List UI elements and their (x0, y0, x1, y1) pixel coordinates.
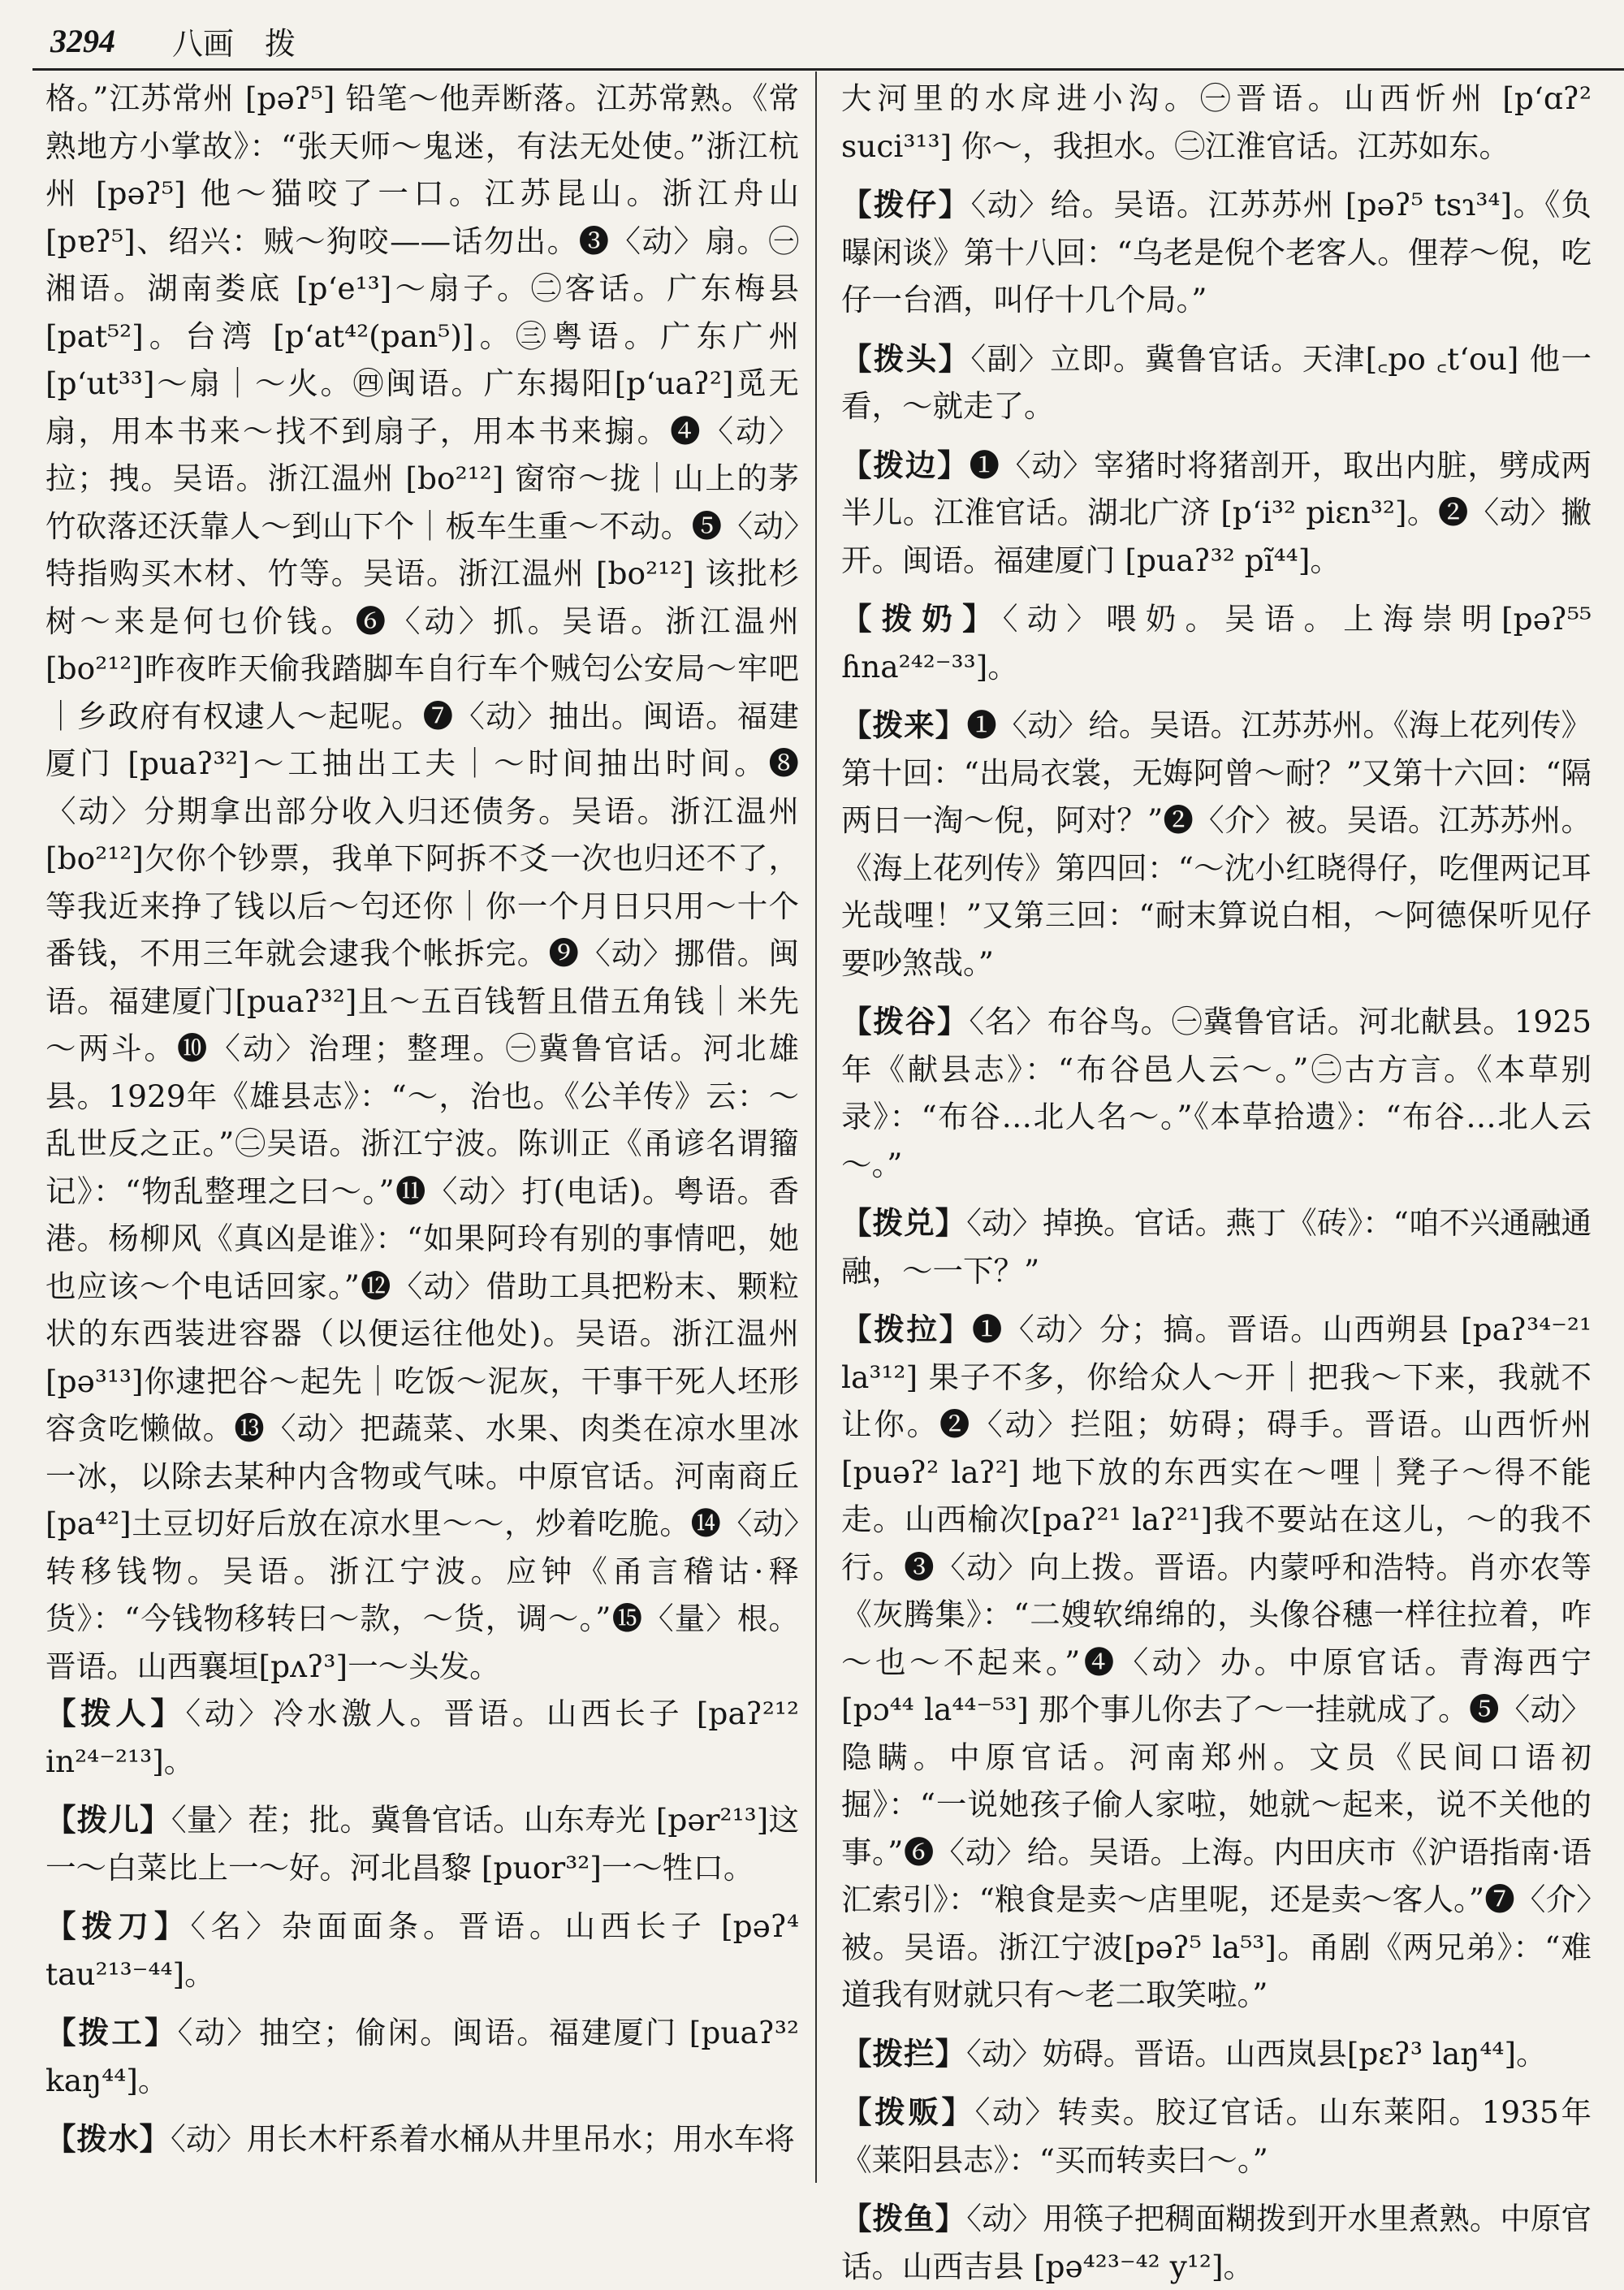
entry-definition: ❶〈动〉宰猪时将猪剖开，取出内脏，劈成两半儿。江淮官话。湖北广济 [p‘i³² piɛn³²]。❷〈动〉撇开。闽语。福建厦门 [puaʔ³² pĩ⁴⁴]。 (841, 447, 1592, 578)
entry-definition: 〈动〉喂奶。吴语。上海崇明[pəʔ⁵⁵ ɦna²⁴²⁻³³]。 (841, 601, 1592, 685)
entry-headword: 【拨拦】 (841, 2035, 966, 2072)
entry-headword: 【拨仔】 (841, 187, 971, 223)
entry-definition: 〈动〉妨碍。晋语。山西岚县[pɛʔ³ laŋ⁴⁴]。 (966, 2035, 1547, 2072)
entry-definition: ❶〈动〉给。吴语。江苏苏州。《海上花列传》第十回：“出局衣裳，无娒阿曾～耐？”又第十六回：“隔两日一淘～倪，阿对？”❷〈介〉被。吴语。江苏苏州。《海上花列传》第四回：“～沈小红晓得仔，吃俚两记耳光哉哩！”又第三回：“耐末算说白相，～阿德保听见仔要吵煞哉。” (841, 707, 1592, 981)
entry-definition: 〈动〉冷水激人。晋语。山西长子 [paʔ²¹² in²⁴⁻²¹³]。 (45, 1696, 800, 1779)
entry-definition: 〈动〉抽空；偷闲。闽语。福建厦门 [puaʔ³² kaŋ⁴⁴]。 (45, 2015, 800, 2098)
dictionary-entry (45, 1690, 799, 1785)
entry-headword: 【拨人】 (45, 1696, 186, 1731)
page-number: 3294 (50, 22, 115, 59)
dictionary-entry (45, 2009, 799, 2104)
dictionary-entry (45, 1796, 799, 1891)
left-column (45, 75, 799, 2186)
dictionary-entry (841, 335, 1592, 430)
dictionary-entry (841, 442, 1592, 585)
entry-headword: 【拨来】 (841, 707, 967, 743)
entry-definition: 〈名〉布谷鸟。㊀冀鲁官话。河北献县。1925年《献县志》：“布谷邑人云～。”㊁古方言。《本草别录》：“布谷…北人名～。”《本草拾遗》：“布谷…北人云～。” (841, 1004, 1592, 1182)
dictionary-entry (841, 998, 1592, 1188)
dictionary-entry (841, 1306, 1592, 2019)
entry-headword: 【拨奶】 (841, 601, 1003, 637)
dictionary-entry (841, 2030, 1592, 2078)
dictionary-entry (841, 181, 1592, 324)
entry-definition: 〈动〉转卖。胶辽官话。山东莱阳。1935年《莱阳县志》：“买而转卖曰～。” (841, 2094, 1592, 2178)
entry-definition: 〈动〉掉换。官话。燕丁《砖》：“咱不兴通融通融，～一下？” (841, 1205, 1592, 1289)
entry-headword: 【拨刀】 (45, 1908, 191, 1944)
entry-headword: 【拨儿】 (45, 1802, 171, 1838)
entry-definition: 〈动〉用长木杆系着水桶从井里吊水；用水车将 (171, 2121, 795, 2157)
entry-headword: 【拨鱼】 (841, 2201, 967, 2236)
continued-entry-text: 格。”江苏常州 [pəʔ⁵] 铅笔～他弄断落。江苏常熟。《常熟地方小掌故》：“张天师～鬼迷，有法无处使。”浙江杭州 [pəʔ⁵] 他～猫咬了一口。江苏昆山。浙江舟山[pɐʔ⁵]、绍兴：贼～狗咬——话勿出。❸〈动〉扇。㊀湘语。湖南娄底 [p‘e¹³]～扇子。㊁客话。广东梅县 [pat⁵²]。台湾 [p‘at⁴²(pan⁵)]。㊂粤语。广东广州 [p‘ut³³]～扇｜～火。㊃闽语。广东揭阳[p‘uaʔ²]觅无扇，用本书来～找不到扇子，用本书来搧。❹〈动〉拉；拽。吴语。浙江温州 [bo²¹²] 窗帘～拢｜山上的茅竹砍落还沃靠人～到山下个｜板车生重～不动。❺〈动〉特指购买木材、竹等。吴语。浙江温州 [bo²¹²] 该批杉树～来是何乜价钱。❻〈动〉抓。吴语。浙江温州 [bo²¹²]昨夜昨天偷我踏脚车自行车个贼匄公安局～牢吧｜乡政府有权逮人～起呢。❼〈动〉抽出。闽语。福建厦门 [puaʔ³²]～工抽出工夫｜～时间抽出时间。❽〈动〉分期拿出部分收入归还债务。吴语。浙江温州[bo²¹²]欠你个钞票，我单下阿拆不爻一次也归还不了，等我近来挣了钱以后～匄还你｜你一个月日只用～十个番钱，不用三年就会逮我个帐拆完。❾〈动〉挪借。闽语。福建厦门[puaʔ³²]且～五百钱暂且借五角钱｜米先～两斗。❿〈动〉治理；整理。㊀冀鲁官话。河北雄县。1929年《雄县志》：“～，治也。《公羊传》云：～乱世反之正。”㊁吴语。浙江宁波。陈训正《甬谚名谓籀记》：“物乱整理之曰～。”⓫〈动〉打(电话)。粤语。香港。杨柳风《真凶是谁》：“如果阿玲有别的事情吧，她也应该～个电话回家。”⓬〈动〉借助工具把粉末、颗粒状的东西装进容器（以便运往他处)。吴语。浙江温州[pə³¹³]你逮把谷～起先｜吃饭～泥灰，干事干死人坯形容贪吃懒做。⓭〈动〉把蔬菜、水果、肉类在凉水里冰一冰，以除去某种内含物或气味。中原官话。河南商丘 [pa⁴²]土豆切好后放在凉水里～～，炒着吃脆。⓮〈动〉转移钱物。吴语。浙江宁波。应钟《甬言稽诂·释货》：“今钱物移转曰～款，～货，调～。”⓯〈量〉根。晋语。山西襄垣[pʌʔ³]一～头发。 (45, 80, 799, 1684)
entry-headword: 【拨水】 (45, 2121, 171, 2157)
entry-headword: 【拨拉】 (841, 1311, 972, 1347)
dictionary-entry (841, 702, 1592, 987)
entry-headword: 【拨边】 (841, 447, 970, 483)
entry-definition: 〈副〉立即。冀鲁官话。天津[꜀po ꜀t‘ou] 他一看，～就走了。 (841, 340, 1592, 424)
entry-headword: 【拨谷】 (841, 1004, 970, 1039)
entry-definition: 〈动〉给。吴语。江苏苏州 [pəʔ⁵ tsɿ³⁴]。《负曝闲谈》第十八回：“乌老是倪个老客人。俚荐～倪，吃仔一台酒，叫仔十几个局。” (841, 187, 1592, 318)
dictionary-entry (841, 2089, 1592, 2184)
entry-definition: ❶〈动〉分；搞。晋语。山西朔县 [paʔ³⁴⁻²¹ la³¹²] 果子不多，你给众人～开｜把我～下来，我就不让你。❷〈动〉拦阻；妨碍；碍手。晋语。山西忻州 [puəʔ² laʔ²] 地下放的东西实在～哩｜凳子～得不能走。山西榆次[paʔ²¹ laʔ²¹]我不要站在这儿，～的我不行。❸〈动〉向上拨。晋语。内蒙呼和浩特。肖亦农等《灰腾集》：“二嫂软绵绵的，头像谷穗一样往拉着，咋～也～不起来。”❹〈动〉办。中原官话。青海西宁 [pɔ⁴⁴ la⁴⁴⁻⁵³] 那个事儿你去了～一挂就成了。❺〈动〉隐瞒。中原官话。河南郑州。文员《民间口语初掘》：“一说她孩子偷人家啦，她就～起来，说不关他的事。”❻〈动〉给。吴语。上海。内田庆市《沪语指南·语汇索引》：“粮食是卖～店里呢，还是卖～客人。”❼〈介〉被。吴语。浙江宁波[pəʔ⁵ la⁵³]。甬剧《两兄弟》：“难道我有财就只有～老二取笑啦。” (841, 1311, 1592, 2012)
running-head (50, 15, 814, 67)
dictionary-entry (841, 2195, 1592, 2290)
dictionary-entry (45, 1903, 799, 1998)
section-title: 八画 拨 (172, 25, 296, 62)
dictionary-entry (45, 2115, 799, 2163)
continued-entry-text: 大河里的水戽进小沟。㊀晋语。山西忻州 [p‘ɑʔ² suci³¹³] 你～，我担水。㊁江淮官话。江苏如东。 (841, 80, 1592, 164)
entry-headword: 【拨贩】 (841, 2094, 975, 2130)
right-column (841, 75, 1592, 2284)
entry-headword: 【拨工】 (45, 2015, 178, 2050)
entry-definition: 〈名〉杂面面条。晋语。山西长子 [pəʔ⁴ tau²¹³⁻⁴⁴]。 (45, 1908, 800, 1992)
column-divider (815, 71, 817, 2183)
entry-headword: 【拨兑】 (841, 1205, 967, 1241)
header-rule (32, 68, 1624, 71)
dictionary-entry (841, 595, 1592, 690)
entry-definition: 〈量〉茬；批。冀鲁官话。山东寿光 [pər²¹³]这一～白菜比上一～好。河北昌黎 [puor³²]一～牲口。 (45, 1802, 800, 1886)
dictionary-entry (841, 1199, 1592, 1294)
entry-definition: 〈动〉用筷子把稠面糊拨到开水里煮熟。中原官话。山西吉县 [pə⁴²³⁻⁴² y¹²]。 (841, 2201, 1592, 2284)
entry-headword: 【拨头】 (841, 340, 971, 377)
